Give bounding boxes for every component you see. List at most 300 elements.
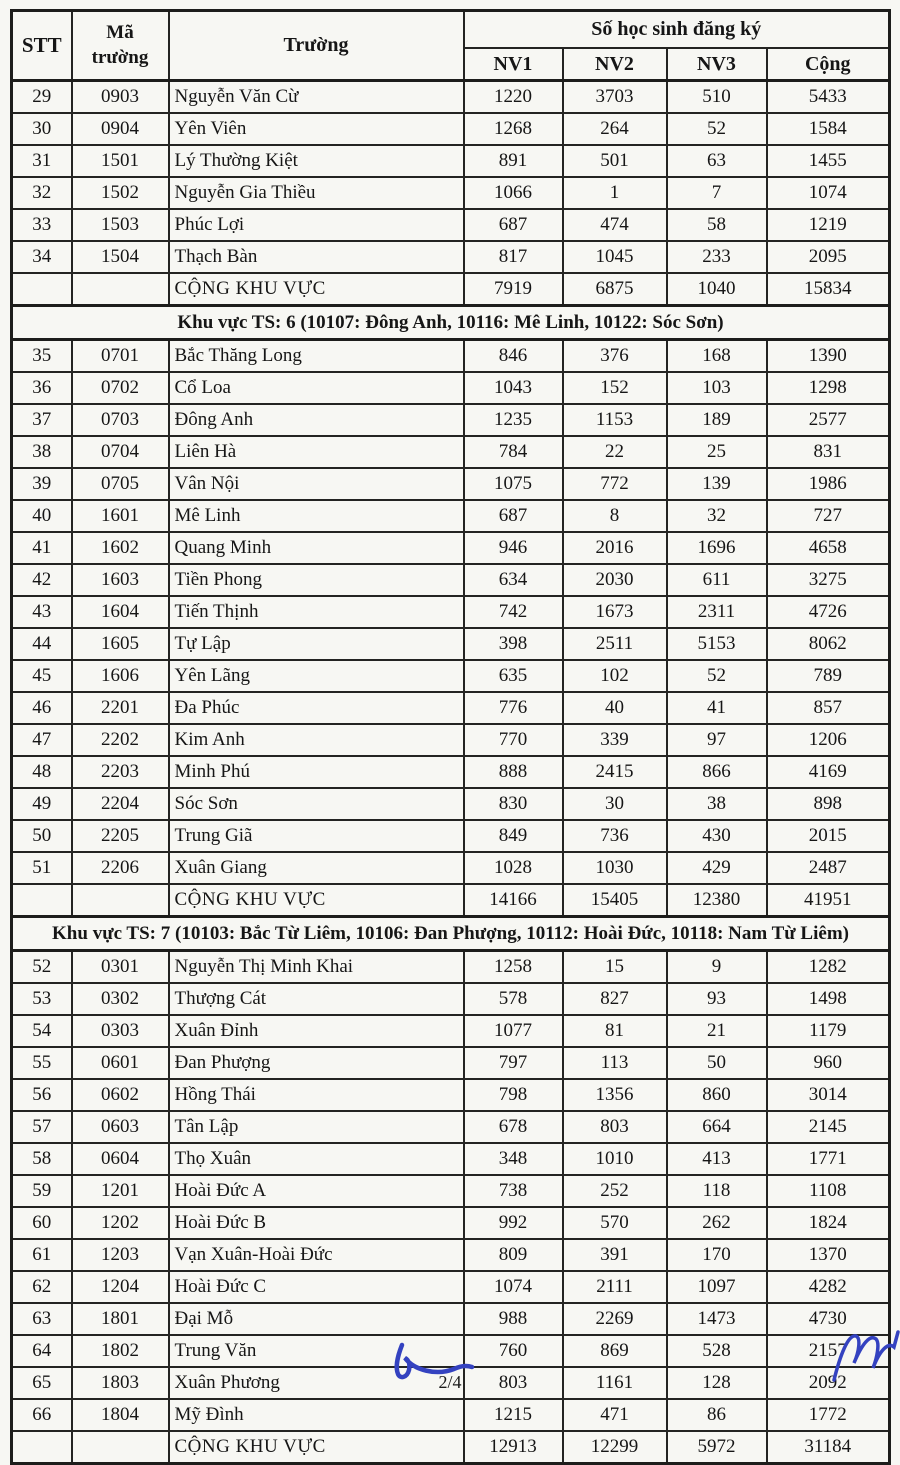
header-ma-truong: Mã trường — [72, 11, 169, 81]
cell-truong: Thạch Bàn — [169, 241, 464, 273]
cell-ma-truong: 0904 — [72, 113, 169, 145]
cell-stt: 62 — [12, 1271, 72, 1303]
header-cong: Cộng — [767, 48, 890, 81]
cell-truong: Đông Anh — [169, 404, 464, 436]
cell-stt: 58 — [12, 1143, 72, 1175]
cell-nv3: 128 — [667, 1367, 767, 1399]
header-nv3: NV3 — [667, 48, 767, 81]
cell-truong: Đan Phượng — [169, 1047, 464, 1079]
cell-stt: 47 — [12, 724, 72, 756]
cell-nv3: 21 — [667, 1015, 767, 1047]
cell-stt: 32 — [12, 177, 72, 209]
cell-nv3: 52 — [667, 660, 767, 692]
cell-nv3: 429 — [667, 852, 767, 884]
cell-nv1: 634 — [464, 564, 563, 596]
cell-nv3: 168 — [667, 340, 767, 373]
school-row — [12, 1079, 890, 1111]
cell-truong: Xuân Phương — [169, 1367, 464, 1399]
cell-nv3: 25 — [667, 436, 767, 468]
cell-nv2: 803 — [563, 1111, 667, 1143]
cell-cong: 1772 — [767, 1399, 890, 1431]
cell-nv2: 1045 — [563, 241, 667, 273]
cell-cong: 4658 — [767, 532, 890, 564]
school-row — [12, 468, 890, 500]
cell-nv2: 471 — [563, 1399, 667, 1431]
cell-ma-truong: 0702 — [72, 372, 169, 404]
cell-nv3: 5153 — [667, 628, 767, 660]
cell-nv1: 1066 — [464, 177, 563, 209]
cell-nv1: 14166 — [464, 884, 563, 917]
cell-nv3: 1696 — [667, 532, 767, 564]
registration-table — [10, 9, 891, 1465]
cell-ma-truong: 1605 — [72, 628, 169, 660]
cell-truong: Mê Linh — [169, 500, 464, 532]
cell-nv1: 1258 — [464, 951, 563, 984]
cell-stt: 64 — [12, 1335, 72, 1367]
school-row — [12, 1047, 890, 1079]
school-row — [12, 1399, 890, 1431]
cell-nv3: 413 — [667, 1143, 767, 1175]
school-row — [12, 241, 890, 273]
cell-nv2: 2511 — [563, 628, 667, 660]
cell-truong: Liên Hà — [169, 436, 464, 468]
cell-nv1: 1220 — [464, 81, 563, 114]
cell-truong: Tiền Phong — [169, 564, 464, 596]
cell-nv3: 1040 — [667, 273, 767, 306]
cell-nv2: 827 — [563, 983, 667, 1015]
cell-nv1: 803 — [464, 1367, 563, 1399]
cell-nv1: 678 — [464, 1111, 563, 1143]
cell-stt: 41 — [12, 532, 72, 564]
school-row — [12, 1207, 890, 1239]
cell-stt: 54 — [12, 1015, 72, 1047]
header-truong: Trường — [169, 11, 464, 81]
cell-nv1: 1074 — [464, 1271, 563, 1303]
cell-truong: Nguyễn Gia Thiều — [169, 177, 464, 209]
cell-nv1: 738 — [464, 1175, 563, 1207]
cell-truong: Hoài Đức C — [169, 1271, 464, 1303]
cell-nv1: 12913 — [464, 1431, 563, 1464]
cell-cong: 1298 — [767, 372, 890, 404]
cell-truong: Tân Lập — [169, 1111, 464, 1143]
page-footer — [0, 1372, 900, 1393]
cell-truong: Trung Văn — [169, 1335, 464, 1367]
header-nv2: NV2 — [563, 48, 667, 81]
school-row — [12, 500, 890, 532]
cell-nv3: 63 — [667, 145, 767, 177]
cell-nv3: 189 — [667, 404, 767, 436]
cell-nv2: 2269 — [563, 1303, 667, 1335]
cell-cong: 31184 — [767, 1431, 890, 1464]
cell-nv1: 7919 — [464, 273, 563, 306]
cell-nv1: 888 — [464, 756, 563, 788]
cell-ma-truong: 1503 — [72, 209, 169, 241]
cell-ma-truong: 1201 — [72, 1175, 169, 1207]
cell-ma-truong: 0303 — [72, 1015, 169, 1047]
cell-stt: 30 — [12, 113, 72, 145]
cell-nv2: 113 — [563, 1047, 667, 1079]
cell-stt: 65 — [12, 1367, 72, 1399]
cell-nv3: 58 — [667, 209, 767, 241]
cell-nv2: 1153 — [563, 404, 667, 436]
cell-ma-truong: 1504 — [72, 241, 169, 273]
school-row — [12, 1111, 890, 1143]
cell-nv3: 611 — [667, 564, 767, 596]
cell-truong: Lý Thường Kiệt — [169, 145, 464, 177]
cell-ma-truong: 2204 — [72, 788, 169, 820]
cell-cong: 5433 — [767, 81, 890, 114]
cell-cong: 831 — [767, 436, 890, 468]
cell-stt: 29 — [12, 81, 72, 114]
cell-nv2: 391 — [563, 1239, 667, 1271]
cell-nv2: 81 — [563, 1015, 667, 1047]
cell-nv1: 776 — [464, 692, 563, 724]
cell-nv1: 398 — [464, 628, 563, 660]
cell-cong: 727 — [767, 500, 890, 532]
cell-cong: 2092 — [767, 1367, 890, 1399]
cell-truong: Yên Viên — [169, 113, 464, 145]
cell-nv1: 1268 — [464, 113, 563, 145]
cell-stt: 57 — [12, 1111, 72, 1143]
cell-nv1: 1235 — [464, 404, 563, 436]
cell-nv1: 846 — [464, 340, 563, 373]
cell-nv1: 1215 — [464, 1399, 563, 1431]
header-so-hoc-sinh-dang-ky: Số học sinh đăng ký — [464, 11, 890, 49]
school-row — [12, 145, 890, 177]
cell-nv1: 742 — [464, 596, 563, 628]
cell-truong: Xuân Giang — [169, 852, 464, 884]
cell-cong: 3014 — [767, 1079, 890, 1111]
cell-nv3: 528 — [667, 1335, 767, 1367]
cell-nv3: 118 — [667, 1175, 767, 1207]
school-row — [12, 951, 890, 984]
cell-ma-truong: 0903 — [72, 81, 169, 114]
cell-nv2: 152 — [563, 372, 667, 404]
school-row — [12, 1143, 890, 1175]
cell-stt: 50 — [12, 820, 72, 852]
cell-nv3: 430 — [667, 820, 767, 852]
cell-nv3: 664 — [667, 1111, 767, 1143]
cell-nv3: 103 — [667, 372, 767, 404]
cell-ma-truong: 0705 — [72, 468, 169, 500]
cell-nv2: 6875 — [563, 273, 667, 306]
cell-cong: 4169 — [767, 756, 890, 788]
cell-stt: 43 — [12, 596, 72, 628]
cell-truong: Hoài Đức A — [169, 1175, 464, 1207]
cell-nv1: 817 — [464, 241, 563, 273]
page-number: 2/4 — [438, 1372, 462, 1392]
cell-nv2: 8 — [563, 500, 667, 532]
cell-nv2: 30 — [563, 788, 667, 820]
cell-nv1: 687 — [464, 500, 563, 532]
cell-nv3: 866 — [667, 756, 767, 788]
cell-nv2: 869 — [563, 1335, 667, 1367]
cell-cong: 2157 — [767, 1335, 890, 1367]
cell-nv3: 233 — [667, 241, 767, 273]
cell-nv3: 7 — [667, 177, 767, 209]
school-row — [12, 1303, 890, 1335]
cell-ma-truong: 1801 — [72, 1303, 169, 1335]
school-row — [12, 532, 890, 564]
cell-stt: 61 — [12, 1239, 72, 1271]
cell-total-label: CỘNG KHU VỰC — [169, 1431, 464, 1464]
cell-nv1: 1043 — [464, 372, 563, 404]
cell-cong: 1108 — [767, 1175, 890, 1207]
cell-stt: 39 — [12, 468, 72, 500]
cell-stt: 46 — [12, 692, 72, 724]
cell-cong: 41951 — [767, 884, 890, 917]
cell-cong: 1455 — [767, 145, 890, 177]
cell-ma-truong: 2206 — [72, 852, 169, 884]
cell-cong: 1282 — [767, 951, 890, 984]
cell-stt: 48 — [12, 756, 72, 788]
school-row — [12, 113, 890, 145]
section-title-row — [12, 306, 890, 340]
cell-nv3: 1473 — [667, 1303, 767, 1335]
school-row — [12, 1015, 890, 1047]
school-row — [12, 660, 890, 692]
cell-cong: 4726 — [767, 596, 890, 628]
cell-ma-truong: 0603 — [72, 1111, 169, 1143]
cell-nv3: 860 — [667, 1079, 767, 1111]
school-row — [12, 692, 890, 724]
school-row — [12, 209, 890, 241]
cell-nv2: 264 — [563, 113, 667, 145]
cell-stt: 59 — [12, 1175, 72, 1207]
cell-nv2: 102 — [563, 660, 667, 692]
cell-ma-truong: 1804 — [72, 1399, 169, 1431]
cell-ma-truong: 1803 — [72, 1367, 169, 1399]
cell-nv1: 809 — [464, 1239, 563, 1271]
cell-truong: Sóc Sơn — [169, 788, 464, 820]
header-stt: STT — [12, 11, 72, 81]
cell-nv3: 32 — [667, 500, 767, 532]
cell-nv3: 510 — [667, 81, 767, 114]
school-row — [12, 724, 890, 756]
cell-ma-truong: 0604 — [72, 1143, 169, 1175]
header-nv1: NV1 — [464, 48, 563, 81]
cell-ma-truong: 0302 — [72, 983, 169, 1015]
school-row — [12, 788, 890, 820]
school-row — [12, 983, 890, 1015]
section-title: Khu vực TS: 6 (10107: Đông Anh, 10116: Mê Linh, 10122: Sóc Sơn) — [12, 306, 890, 340]
cell-nv3: 2311 — [667, 596, 767, 628]
school-row — [12, 596, 890, 628]
cell-cong: 2145 — [767, 1111, 890, 1143]
cell-nv3: 52 — [667, 113, 767, 145]
cell-truong: Kim Anh — [169, 724, 464, 756]
cell-nv1: 830 — [464, 788, 563, 820]
cell-cong: 789 — [767, 660, 890, 692]
cell-nv1: 760 — [464, 1335, 563, 1367]
cell-nv2: 2016 — [563, 532, 667, 564]
cell-nv2: 15405 — [563, 884, 667, 917]
cell-nv1: 635 — [464, 660, 563, 692]
region-total-row — [12, 273, 890, 306]
cell-cong: 2487 — [767, 852, 890, 884]
cell-ma-truong: 0601 — [72, 1047, 169, 1079]
school-row — [12, 852, 890, 884]
school-row — [12, 1175, 890, 1207]
cell-nv2: 1673 — [563, 596, 667, 628]
school-row — [12, 177, 890, 209]
cell-truong: Thọ Xuân — [169, 1143, 464, 1175]
cell-stt: 42 — [12, 564, 72, 596]
cell-stt: 66 — [12, 1399, 72, 1431]
cell-ma-truong: 1603 — [72, 564, 169, 596]
cell-nv3: 9 — [667, 951, 767, 984]
cell-stt: 38 — [12, 436, 72, 468]
cell-truong: Tiến Thịnh — [169, 596, 464, 628]
cell-nv2: 1030 — [563, 852, 667, 884]
cell-ma-truong: 1502 — [72, 177, 169, 209]
cell-cong: 3275 — [767, 564, 890, 596]
cell-cong: 857 — [767, 692, 890, 724]
school-row — [12, 820, 890, 852]
cell-ma-truong — [72, 884, 169, 917]
cell-nv3: 5972 — [667, 1431, 767, 1464]
cell-nv3: 262 — [667, 1207, 767, 1239]
cell-ma-truong — [72, 273, 169, 306]
cell-ma-truong: 1604 — [72, 596, 169, 628]
cell-cong: 1206 — [767, 724, 890, 756]
cell-nv1: 770 — [464, 724, 563, 756]
cell-nv3: 41 — [667, 692, 767, 724]
cell-truong: Vân Nội — [169, 468, 464, 500]
cell-nv2: 1161 — [563, 1367, 667, 1399]
cell-ma-truong: 2201 — [72, 692, 169, 724]
cell-stt: 34 — [12, 241, 72, 273]
cell-stt — [12, 1431, 72, 1464]
table-header — [12, 11, 890, 81]
cell-truong: Đa Phúc — [169, 692, 464, 724]
school-row — [12, 1271, 890, 1303]
cell-truong: Nguyễn Văn Cừ — [169, 81, 464, 114]
cell-stt: 33 — [12, 209, 72, 241]
cell-cong: 1498 — [767, 983, 890, 1015]
cell-nv2: 474 — [563, 209, 667, 241]
cell-truong: Hoài Đức B — [169, 1207, 464, 1239]
cell-cong: 1179 — [767, 1015, 890, 1047]
cell-nv2: 15 — [563, 951, 667, 984]
school-row — [12, 564, 890, 596]
cell-cong: 8062 — [767, 628, 890, 660]
cell-nv2: 1 — [563, 177, 667, 209]
cell-stt: 52 — [12, 951, 72, 984]
cell-ma-truong: 1202 — [72, 1207, 169, 1239]
cell-cong: 1986 — [767, 468, 890, 500]
cell-ma-truong — [72, 1431, 169, 1464]
cell-nv2: 1356 — [563, 1079, 667, 1111]
cell-nv1: 348 — [464, 1143, 563, 1175]
cell-ma-truong: 2203 — [72, 756, 169, 788]
cell-nv2: 3703 — [563, 81, 667, 114]
cell-cong: 1771 — [767, 1143, 890, 1175]
cell-cong: 1370 — [767, 1239, 890, 1271]
cell-nv2: 252 — [563, 1175, 667, 1207]
cell-ma-truong: 1203 — [72, 1239, 169, 1271]
cell-cong: 1219 — [767, 209, 890, 241]
cell-stt: 60 — [12, 1207, 72, 1239]
cell-ma-truong: 2205 — [72, 820, 169, 852]
cell-cong: 960 — [767, 1047, 890, 1079]
cell-stt: 51 — [12, 852, 72, 884]
cell-nv2: 772 — [563, 468, 667, 500]
cell-ma-truong: 0704 — [72, 436, 169, 468]
cell-nv3: 1097 — [667, 1271, 767, 1303]
cell-truong: Vạn Xuân-Hoài Đức — [169, 1239, 464, 1271]
cell-ma-truong: 0602 — [72, 1079, 169, 1111]
cell-truong: Cổ Loa — [169, 372, 464, 404]
cell-stt: 45 — [12, 660, 72, 692]
cell-ma-truong: 1501 — [72, 145, 169, 177]
cell-nv2: 1010 — [563, 1143, 667, 1175]
cell-stt: 40 — [12, 500, 72, 532]
region-total-row — [12, 1431, 890, 1464]
cell-nv1: 578 — [464, 983, 563, 1015]
cell-ma-truong: 0701 — [72, 340, 169, 373]
cell-truong: Hồng Thái — [169, 1079, 464, 1111]
cell-nv3: 97 — [667, 724, 767, 756]
cell-stt: 63 — [12, 1303, 72, 1335]
cell-nv1: 891 — [464, 145, 563, 177]
cell-nv3: 170 — [667, 1239, 767, 1271]
cell-cong: 15834 — [767, 273, 890, 306]
table-body — [12, 81, 890, 1464]
cell-cong: 2095 — [767, 241, 890, 273]
cell-stt: 49 — [12, 788, 72, 820]
cell-stt: 56 — [12, 1079, 72, 1111]
school-row — [12, 81, 890, 114]
cell-nv2: 501 — [563, 145, 667, 177]
cell-truong: Bắc Thăng Long — [169, 340, 464, 373]
cell-truong: Tự Lập — [169, 628, 464, 660]
cell-nv2: 376 — [563, 340, 667, 373]
cell-nv3: 93 — [667, 983, 767, 1015]
cell-ma-truong: 1601 — [72, 500, 169, 532]
cell-cong: 4282 — [767, 1271, 890, 1303]
cell-ma-truong: 0703 — [72, 404, 169, 436]
cell-truong: Nguyễn Thị Minh Khai — [169, 951, 464, 984]
cell-truong: Xuân Đỉnh — [169, 1015, 464, 1047]
cell-total-label: CỘNG KHU VỰC — [169, 273, 464, 306]
school-row — [12, 628, 890, 660]
cell-cong: 1824 — [767, 1207, 890, 1239]
cell-nv1: 946 — [464, 532, 563, 564]
school-row — [12, 372, 890, 404]
cell-nv2: 22 — [563, 436, 667, 468]
cell-nv2: 2030 — [563, 564, 667, 596]
cell-nv2: 570 — [563, 1207, 667, 1239]
cell-cong: 2577 — [767, 404, 890, 436]
cell-truong: Đại Mỗ — [169, 1303, 464, 1335]
cell-ma-truong: 1602 — [72, 532, 169, 564]
cell-stt: 35 — [12, 340, 72, 373]
cell-nv1: 988 — [464, 1303, 563, 1335]
cell-ma-truong: 1204 — [72, 1271, 169, 1303]
cell-stt — [12, 884, 72, 917]
cell-cong: 4730 — [767, 1303, 890, 1335]
cell-nv1: 797 — [464, 1047, 563, 1079]
cell-nv1: 1077 — [464, 1015, 563, 1047]
cell-truong: Mỹ Đình — [169, 1399, 464, 1431]
cell-stt: 53 — [12, 983, 72, 1015]
cell-stt: 31 — [12, 145, 72, 177]
school-row — [12, 1335, 890, 1367]
cell-nv1: 784 — [464, 436, 563, 468]
cell-ma-truong: 0301 — [72, 951, 169, 984]
cell-cong: 898 — [767, 788, 890, 820]
